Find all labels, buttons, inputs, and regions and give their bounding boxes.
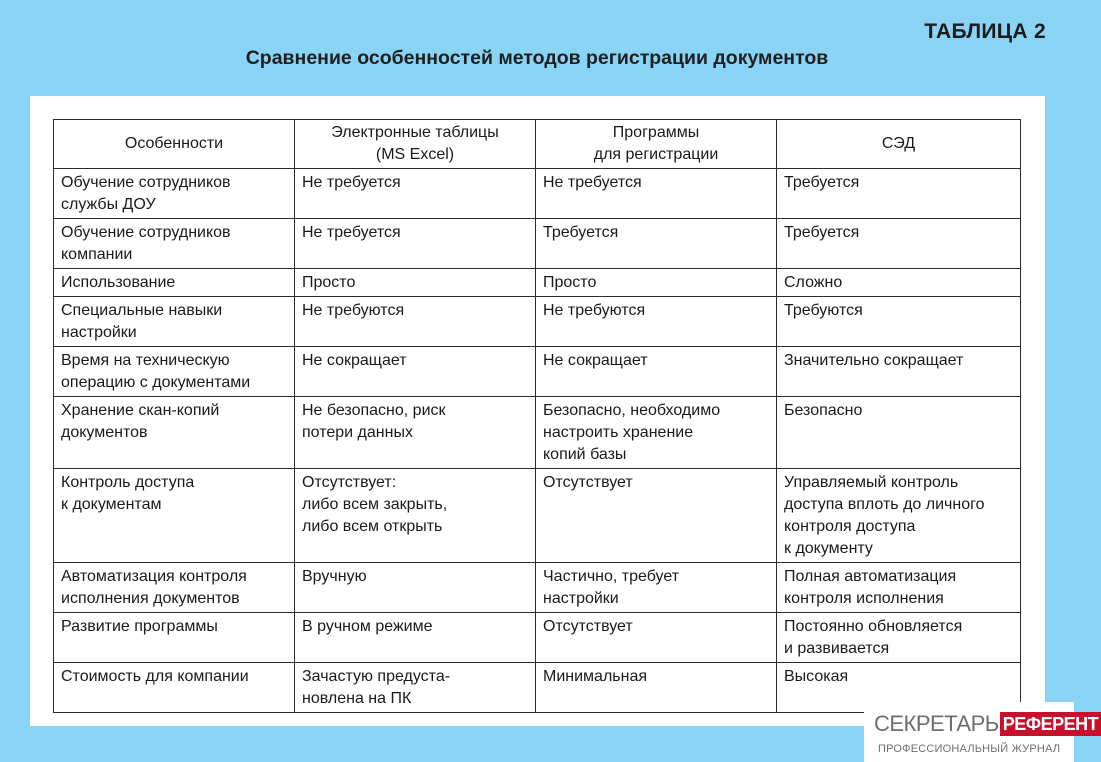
table-cell: Не требуется bbox=[295, 219, 536, 269]
table-cell: Автоматизация контроля исполнения документов bbox=[54, 563, 295, 613]
brand-name-part-1: СЕКРЕТАРЬ bbox=[874, 711, 999, 736]
table-cell: Специальные навыки настройки bbox=[54, 297, 295, 347]
brand-tagline: ПРОФЕССИОНАЛЬНЫЙ ЖУРНАЛ bbox=[878, 743, 1061, 755]
table-row bbox=[54, 469, 1021, 563]
brand-name-part-2: РЕФЕРЕНТ bbox=[1000, 712, 1101, 736]
table-cell: Требуется bbox=[536, 219, 777, 269]
table-cell: В ручном режиме bbox=[295, 613, 536, 663]
publisher-logo bbox=[864, 702, 1099, 762]
table-cell: Безопасно, необходимо настроить хранение копий базы bbox=[536, 397, 777, 469]
table-cell: Требуются bbox=[777, 297, 1021, 347]
table-cell: Обучение сотрудников службы ДОУ bbox=[54, 169, 295, 219]
table-cell: Сложно bbox=[777, 269, 1021, 297]
table-cell: Не требуется bbox=[536, 169, 777, 219]
table-number-label: ТАБЛИЦА 2 bbox=[924, 20, 1046, 43]
table-cell: Не сокращает bbox=[295, 347, 536, 397]
column-header-features: Особенности bbox=[54, 120, 295, 169]
table-cell: Безопасно bbox=[777, 397, 1021, 469]
table-cell: Развитие программы bbox=[54, 613, 295, 663]
table-cell: Контроль доступа к документам bbox=[54, 469, 295, 563]
table-cell: Отсутствует bbox=[536, 613, 777, 663]
table-cell: Не сокращает bbox=[536, 347, 777, 397]
table-cell: Управляемый контроль доступа вплоть до личного контроля доступа к документу bbox=[777, 469, 1021, 563]
table-row bbox=[54, 563, 1021, 613]
table-cell: Значительно сокращает bbox=[777, 347, 1021, 397]
table-cell: Отсутствует: либо всем закрыть, либо всем открыть bbox=[295, 469, 536, 563]
table-row bbox=[54, 397, 1021, 469]
table-row bbox=[54, 297, 1021, 347]
table-cell: Не безопасно, риск потери данных bbox=[295, 397, 536, 469]
column-header-spreadsheets: Электронные таблицы (MS Excel) bbox=[295, 120, 536, 169]
column-header-registration-programs: Программы для регистрации bbox=[536, 120, 777, 169]
table-cell: Просто bbox=[536, 269, 777, 297]
table-cell: Просто bbox=[295, 269, 536, 297]
table-panel bbox=[30, 96, 1045, 726]
table-cell: Использование bbox=[54, 269, 295, 297]
table-cell: Требуется bbox=[777, 219, 1021, 269]
table-cell: Обучение сотрудников компании bbox=[54, 219, 295, 269]
table-cell: Вручную bbox=[295, 563, 536, 613]
table-header-row bbox=[54, 120, 1021, 169]
comparison-table bbox=[53, 119, 1021, 713]
page-title: Сравнение особенностей методов регистрации документов bbox=[245, 47, 829, 69]
table-row bbox=[54, 347, 1021, 397]
table-cell: Высокая bbox=[777, 663, 1021, 713]
table-cell: Отсутствует bbox=[536, 469, 777, 563]
table-row bbox=[54, 613, 1021, 663]
table-cell: Не требуются bbox=[295, 297, 536, 347]
table-row bbox=[54, 169, 1021, 219]
table-cell: Минимальная bbox=[536, 663, 777, 713]
table-cell: Постоянно обновляется и развивается bbox=[777, 613, 1021, 663]
brand-name bbox=[874, 711, 1101, 737]
table-cell: Хранение скан-копий документов bbox=[54, 397, 295, 469]
table-row bbox=[54, 269, 1021, 297]
table-cell: Частично, требует настройки bbox=[536, 563, 777, 613]
table-cell: Стоимость для компании bbox=[54, 663, 295, 713]
table-cell: Полная автоматизация контроля исполнения bbox=[777, 563, 1021, 613]
table-cell: Зачастую предуста- новлена на ПК bbox=[295, 663, 536, 713]
table-cell: Требуется bbox=[777, 169, 1021, 219]
table-row bbox=[54, 219, 1021, 269]
column-header-eds: СЭД bbox=[777, 120, 1021, 169]
table-cell: Не требуются bbox=[536, 297, 777, 347]
table-cell: Время на техническую операцию с документами bbox=[54, 347, 295, 397]
table-cell: Не требуется bbox=[295, 169, 536, 219]
